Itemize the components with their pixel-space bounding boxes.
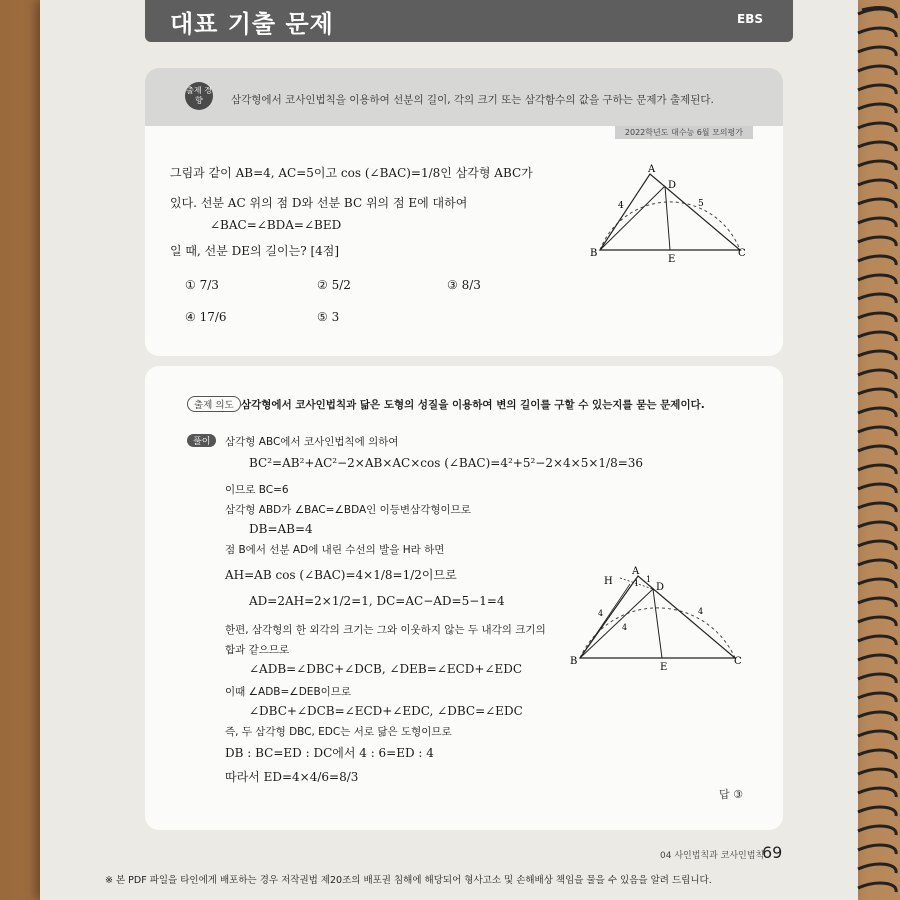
problem-line-1: 그림과 같이 AB=4, AC=5이고 cos (∠BAC)=1/8인 삼각형 ABC가 <box>170 166 533 180</box>
sol-fig-4b: 4 <box>622 623 628 632</box>
option-3[interactable]: ③ 8/3 <box>447 278 481 292</box>
option-4[interactable]: ④ 17/6 <box>185 310 227 324</box>
ebs-logo: EBS <box>737 12 763 26</box>
spiral-loop <box>858 788 896 797</box>
trend-badge: 출제 경향 <box>185 82 213 110</box>
intent-tag: 출제 의도 <box>187 396 241 412</box>
fig-label-ab: 4 <box>618 201 624 211</box>
spiral-loop <box>858 66 896 75</box>
option-1[interactable]: ① 7/3 <box>185 278 219 292</box>
problem-line-2: 있다. 선분 AC 위의 점 D와 선분 BC 위의 점 E에 대하여 <box>170 196 468 210</box>
spiral-loop <box>858 123 896 132</box>
problem-line-3: ∠BAC=∠BDA=∠BED <box>210 218 342 232</box>
spiral-loop <box>858 693 896 702</box>
page-number: 69 <box>762 843 783 862</box>
spiral-loop <box>858 313 896 322</box>
sol-line: ∠ADB=∠DBC+∠DCB, ∠DEB=∠ECD+∠EDC <box>249 662 523 676</box>
spiral-loop <box>858 731 896 740</box>
sol-line: 점 B에서 선분 AD에 내린 수선의 발을 H라 하면 <box>225 544 445 556</box>
spiral-loop <box>858 389 896 398</box>
spiral-loop <box>858 218 896 227</box>
sol-line: 합과 같으므로 <box>225 644 290 656</box>
sol-fig-b: B <box>570 656 578 667</box>
section-header <box>145 0 793 42</box>
spiral-loop <box>858 883 896 892</box>
spiral-loop <box>858 294 896 303</box>
sol-line: 따라서 ED=4×4/6=8/3 <box>225 770 359 784</box>
spiral-loop <box>858 427 896 436</box>
spiral-loop <box>858 104 896 113</box>
sol-fig-c: C <box>734 656 742 667</box>
spiral-loop <box>858 142 896 151</box>
spiral-loop <box>858 85 896 94</box>
fig-label-a: A <box>648 164 656 175</box>
sol-line: DB=AB=4 <box>249 522 313 536</box>
spiral-loop <box>858 769 896 778</box>
fig-label-ac: 5 <box>698 199 704 209</box>
sol-line: ∠DBC+∠DCB=∠ECD+∠EDC, ∠DBC=∠EDC <box>249 704 523 718</box>
spiral-loop <box>858 617 896 626</box>
option-5[interactable]: ⑤ 3 <box>317 310 340 324</box>
spiral-loop <box>858 332 896 341</box>
spiral-loop <box>858 180 896 189</box>
spiral-loop <box>858 484 896 493</box>
sol-fig-1b: 1 <box>646 575 652 584</box>
sol-fig-4a: 4 <box>598 609 604 618</box>
sol-fig-1a: 1 <box>634 579 640 588</box>
spiral-loop <box>858 370 896 379</box>
sol-line: 한편, 삼각형의 한 외각의 크기는 그와 이웃하지 않는 두 내각의 크기의 <box>225 624 546 636</box>
problem-line-4: 일 때, 선분 DE의 길이는? [4점] <box>170 244 340 258</box>
spiral-loop <box>858 636 896 645</box>
sol-line: DB : BC=ED : DC에서 4 : 6=ED : 4 <box>225 746 434 760</box>
sol-line: 삼각형 ABC에서 코사인법칙에 의하여 <box>225 436 399 448</box>
spiral-loop <box>858 161 896 170</box>
spiral-loop <box>858 351 896 360</box>
sol-fig-a: A <box>632 566 640 577</box>
spiral-loop <box>858 674 896 683</box>
spiral-loop <box>858 541 896 550</box>
spiral-loop <box>858 845 896 854</box>
sol-fig-4c: 4 <box>698 607 704 616</box>
spiral-loop <box>858 579 896 588</box>
fig-label-d: D <box>668 180 677 191</box>
section-title: 대표 기출 문제 <box>170 10 334 38</box>
spiral-loop <box>858 503 896 512</box>
spiral-loop <box>858 826 896 835</box>
sol-fig-h: H <box>604 576 613 587</box>
spiral-loop <box>858 275 896 284</box>
sol-line: 이므로 BC=6 <box>225 484 289 496</box>
problem-card <box>145 68 783 356</box>
spiral-loop <box>858 560 896 569</box>
spiral-loop <box>858 408 896 417</box>
spiral-loop <box>858 9 896 18</box>
spiral-loop <box>858 465 896 474</box>
sol-line: 이때 ∠ADB=∠DEB이므로 <box>225 686 352 698</box>
spiral-loop <box>858 864 896 873</box>
spiral-loop <box>858 655 896 664</box>
fig-label-c: C <box>738 248 746 259</box>
spiral-loop <box>858 807 896 816</box>
spiral-loop <box>858 28 896 37</box>
sol-fig-d: D <box>656 582 665 593</box>
sol-line: 삼각형 ABD가 ∠BAC=∠BDA인 이등변삼각형이므로 <box>225 504 471 516</box>
problem-figure <box>590 164 750 264</box>
spiral-loop <box>858 522 896 531</box>
intent-text: 삼각형에서 코사인법칙과 닮은 도형의 성질을 이용하여 변의 길이를 구할 수 있는지를 묻는 문제이다. <box>241 399 705 411</box>
sol-line: AH=AB cos (∠BAC)=4×1/8=1/2이므로 <box>225 568 457 582</box>
spiral-loop <box>858 256 896 265</box>
solution-card <box>145 366 783 830</box>
spiral-binding <box>856 0 900 900</box>
fig-label-e: E <box>668 254 676 264</box>
sol-line: 즉, 두 삼각형 DBC, EDC는 서로 닮은 도형이므로 <box>225 726 452 738</box>
sol-fig-e: E <box>660 662 668 673</box>
spiral-loop <box>858 47 896 56</box>
spiral-loop <box>858 446 896 455</box>
sol-line: AD=2AH=2×1/2=1, DC=AC−AD=5−1=4 <box>249 594 505 608</box>
sol-line: BC²=AB²+AC²−2×AB×AC×cos (∠BAC)=4²+5²−2×4×5×1/8=36 <box>249 456 644 470</box>
spiral-loop <box>858 199 896 208</box>
spiral-loop <box>858 598 896 607</box>
fig-label-b: B <box>590 248 598 259</box>
solution-figure <box>570 564 750 674</box>
spiral-loop <box>858 712 896 721</box>
answer-mark: 답 ③ <box>719 788 743 801</box>
option-2[interactable]: ② 5/2 <box>317 278 351 292</box>
solution-tag: 풀이 <box>187 434 216 447</box>
trend-text: 삼각형에서 코사인법칙을 이용하여 선분의 길이, 각의 크기 또는 삼각함수의 값을 구하는 문제가 출제된다. <box>231 94 714 106</box>
chapter-title: 04 사인법칙과 코사인법칙 <box>660 851 765 861</box>
problem-source: 2022학년도 대수능 6월 모의평가 <box>615 126 753 139</box>
spiral-loop <box>858 750 896 759</box>
copyright-notice: ※ 본 PDF 파일을 타인에게 배포하는 경우 저작권법 제20조의 배포권 침해에 해당되어 형사고소 및 손해배상 책임을 물을 수 있음을 알려 드립니다. <box>105 875 712 886</box>
spiral-loop <box>858 237 896 246</box>
